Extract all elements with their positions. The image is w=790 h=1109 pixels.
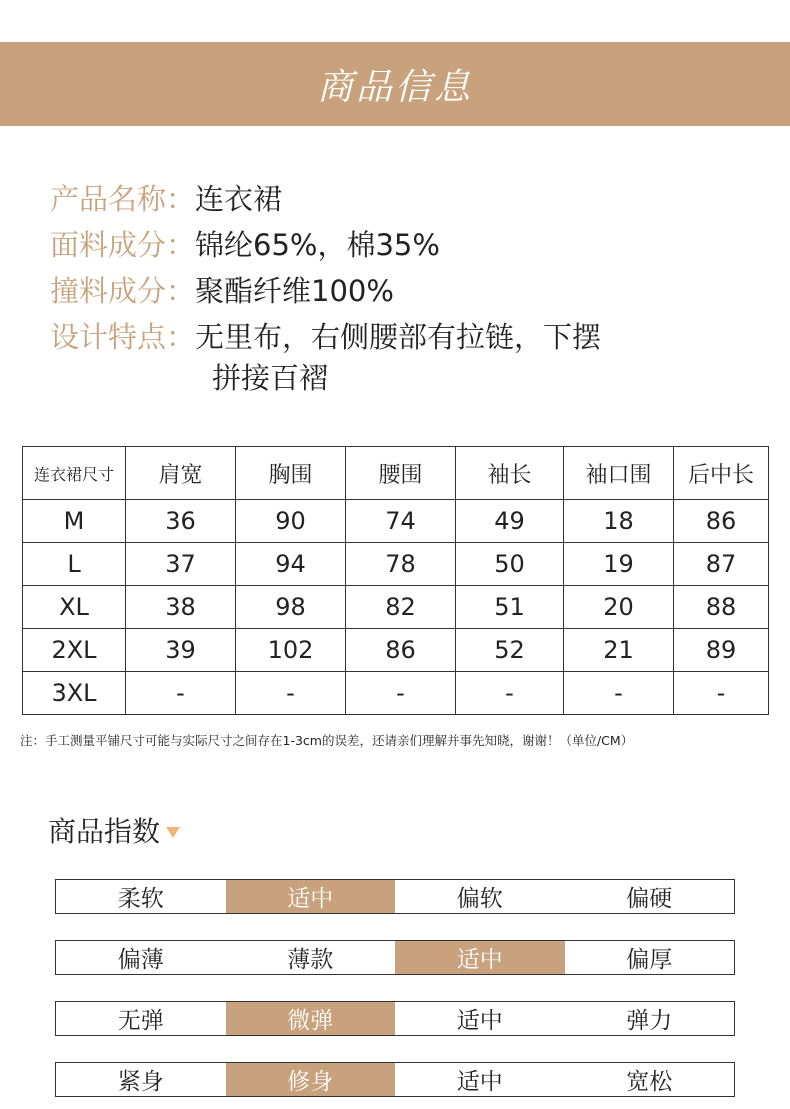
table-cell: 102 [236,629,346,672]
table-cell: - [674,672,769,715]
table-row [23,672,769,715]
measurement-note: 注：手工测量平铺尺寸可能与实际尺寸之间存在1-3cm的误差，还请亲们理解并事先知晓，谢谢！（单位/CM） [20,733,634,748]
scale-option: 微弹 [226,1002,396,1035]
table-row [23,500,769,543]
header-cell: 袖长 [456,447,564,500]
table-cell: 21 [564,629,674,672]
table-cell: 88 [674,586,769,629]
size-cell: 2XL [23,629,126,672]
header-cell: 腰围 [346,447,456,500]
scale-option: 偏硬 [626,886,673,912]
product-info [50,174,601,358]
header-cell: 连衣裙尺寸 [23,447,126,500]
scale-option: 偏薄 [117,947,164,973]
scale-option: 偏厚 [626,947,673,973]
info-label: 撞料成分： [50,273,196,308]
table-cell: 90 [236,500,346,543]
info-label: 设计特点： [50,319,196,354]
table-cell: 49 [456,500,564,543]
header-banner [0,42,790,126]
scale-option: 紧身 [117,1069,164,1095]
header-cell: 后中长 [674,447,769,500]
scale-option: 适中 [395,941,565,974]
table-cell: 20 [564,586,674,629]
table-cell: 36 [126,500,236,543]
size-cell: L [23,543,126,586]
scale-option: 弹力 [626,1008,673,1034]
info-row-design [50,312,601,358]
size-cell: 3XL [23,672,126,715]
info-row-name [50,174,601,220]
size-table [22,446,769,715]
table-cell: 94 [236,543,346,586]
table-cell: - [236,672,346,715]
table-row [23,629,769,672]
size-cell: M [23,500,126,543]
elasticity-scale [55,1001,735,1036]
thickness-scale [55,940,735,975]
table-cell: - [126,672,236,715]
info-value: 连衣裙 [195,181,283,216]
table-cell: 51 [456,586,564,629]
table-cell: 87 [674,543,769,586]
table-cell: 19 [564,543,674,586]
scale-option: 适中 [456,1069,503,1095]
fit-scale [55,1062,735,1097]
info-label: 产品名称： [50,181,196,216]
table-cell: 82 [346,586,456,629]
header-cell: 胸围 [236,447,346,500]
table-cell: 74 [346,500,456,543]
table-cell: 98 [236,586,346,629]
triangle-down-icon [166,827,180,838]
scale-option: 薄款 [287,947,334,973]
table-cell: - [456,672,564,715]
table-cell: 50 [456,543,564,586]
size-cell: XL [23,586,126,629]
table-cell: - [564,672,674,715]
banner-title: 商品信息 [316,66,473,108]
scale-option: 修身 [226,1063,396,1096]
table-cell: 52 [456,629,564,672]
scale-option: 适中 [456,1008,503,1034]
index-title [48,810,180,850]
info-label: 面料成分： [50,227,196,262]
scale-option: 宽松 [626,1069,673,1095]
table-header-row [23,447,769,500]
table-cell: 39 [126,629,236,672]
table-row [23,543,769,586]
info-row-fabric [50,220,601,266]
info-row-contrast [50,266,601,312]
header-cell: 袖口围 [564,447,674,500]
table-cell: 86 [674,500,769,543]
scale-option: 偏软 [456,886,503,912]
table-cell: 37 [126,543,236,586]
table-cell: 38 [126,586,236,629]
softness-scale [55,879,735,914]
info-value-continuation: 拼接百褶 [212,361,329,395]
scale-option: 适中 [226,880,396,913]
scale-option: 无弹 [117,1008,164,1034]
info-value: 聚酯纤维100% [195,273,394,308]
info-value: 无里布，右侧腰部有拉链，下摆 [195,319,602,354]
scale-option: 柔软 [117,886,164,912]
table-cell: 89 [674,629,769,672]
table-cell: 18 [564,500,674,543]
table-row [23,586,769,629]
table-cell: 78 [346,543,456,586]
table-cell: 86 [346,629,456,672]
info-value: 锦纶65%，棉35% [195,227,440,262]
index-title-text: 商品指数 [48,815,161,848]
header-cell: 肩宽 [126,447,236,500]
table-cell: - [346,672,456,715]
